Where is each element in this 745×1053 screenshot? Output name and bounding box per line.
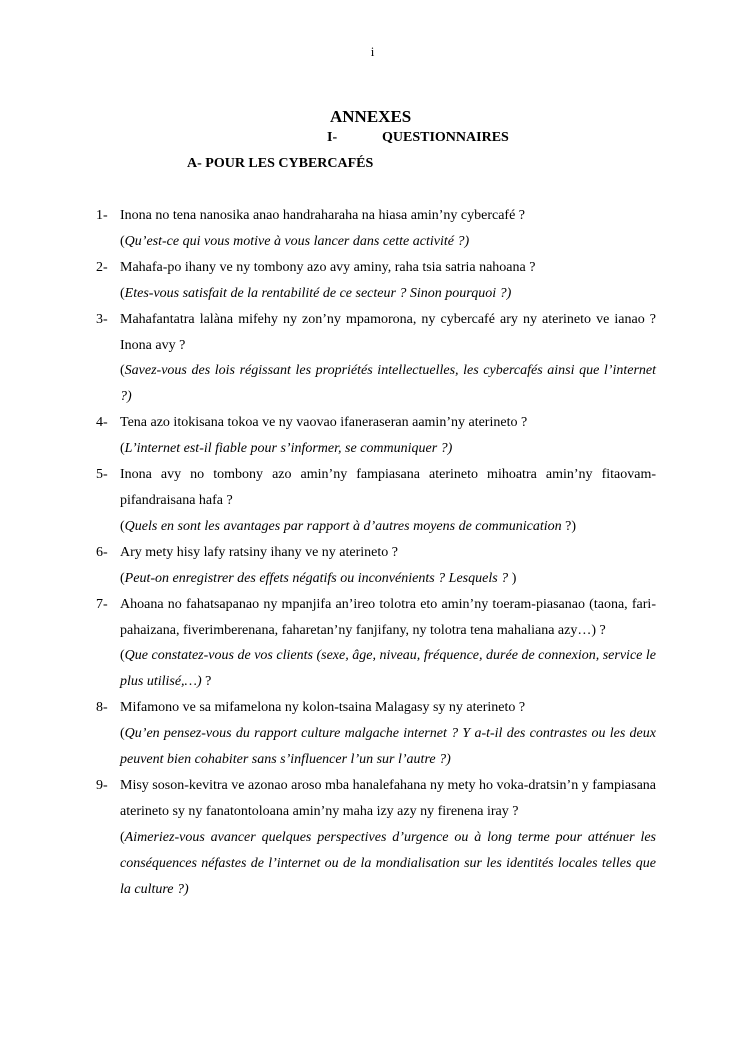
question-item	[96, 462, 656, 540]
question-malagasy: Mahafantatra lalàna mifehy ny zon’ny mpamorona, ny cybercafé ary ny aterineto ve ianao ? Inona avy ?	[120, 311, 656, 353]
question-number: 1-	[96, 208, 108, 223]
question-body	[120, 410, 656, 462]
question-item	[96, 307, 656, 411]
question-french: (Savez-vous des lois régissant les propriétés intellectuelles, les cybercafés ainsi que l’internet ?)	[120, 363, 656, 405]
question-malagasy: Inona no tena nanosika anao handraharaha na hiasa amin’ny cybercafé ?	[120, 208, 526, 223]
question-malagasy: Mahafa-po ihany ve ny tombony azo avy aminy, raha tsia satria nahoana ?	[120, 259, 536, 275]
question-number: 3-	[96, 311, 108, 327]
question-body	[120, 773, 656, 903]
question-item	[96, 540, 656, 592]
question-body	[120, 307, 656, 411]
question-item	[96, 695, 656, 773]
questionnaire-list	[96, 203, 656, 902]
question-body	[120, 203, 656, 255]
question-item	[96, 255, 656, 307]
question-number: 6-	[96, 544, 108, 560]
question-number: 8-	[96, 700, 108, 716]
question-number: 9-	[96, 777, 108, 793]
question-french: (Etes-vous satisfait de la rentabilité de ce secteur ? Sinon pourquoi ?)	[120, 285, 512, 301]
section-heading	[327, 130, 509, 146]
question-number: 5-	[96, 467, 108, 483]
question-malagasy: Misy soson-kevitra ve azonao aroso mba hanalefahana ny mety ho voka-dratsin’n y fampiasana aterineto sy ny fanatontoloana amin’ny maha izy azy ny firenena iray ?	[120, 777, 656, 819]
question-malagasy: Ahoana no fahatsapanao ny mpanjifa an’ireo tolotra eto amin’ny toeram-piasanao (taona, fari-pahaizana, fiverimberenana, faharetan’ny fanjifany, ny tolotra tena mahaliana azy…) ?	[120, 596, 656, 638]
question-item	[96, 203, 656, 255]
subsection-heading: A- POUR LES CYBERCAFÉS	[187, 156, 374, 171]
question-body	[120, 592, 656, 696]
question-body	[120, 540, 656, 592]
section-label: QUESTIONNAIRES	[382, 130, 509, 145]
question-body	[120, 255, 656, 307]
question-body	[120, 462, 656, 540]
question-malagasy: Inona avy no tombony azo amin’ny fampiasana aterineto mihoatra amin’ny fitaovam-pifandraisana hafa ?	[120, 467, 656, 508]
question-french: (L’internet est-il fiable pour s’informer, se communiquer ?)	[120, 441, 453, 457]
question-french: (Quels en sont les avantages par rapport à d’autres moyens de communication ?)	[120, 518, 576, 534]
question-number: 2-	[96, 259, 108, 275]
section-number: I-	[327, 130, 338, 145]
question-french: (Qu’est-ce qui vous motive à vous lancer dans cette activité ?)	[120, 233, 470, 249]
page-number: i	[370, 44, 375, 59]
question-malagasy: Ary mety hisy lafy ratsiny ihany ve ny aterineto ?	[120, 544, 398, 560]
question-body	[120, 695, 656, 773]
question-french: (Que constatez-vous de vos clients (sexe, âge, niveau, fréquence, durée de connexion, service le plus utilisé,…) ?	[120, 648, 656, 690]
question-french: (Peut-on enregistrer des effets négatifs ou inconvénients ? Lesquels ? )	[120, 570, 517, 586]
question-french: (Qu’en pensez-vous du rapport culture malgache internet ? Y a-t-il des contrastes ou les deux peuvent bien cohabiter sans s’influencer l’un sur l’autre ?)	[120, 726, 656, 768]
question-french: (Aimeriez-vous avancer quelques perspectives d’urgence ou à long terme pour atténuer les conséquences néfastes de l’internet ou de la mondialisation sur les identités locales telles que la culture ?)	[120, 829, 656, 897]
question-number: 7-	[96, 596, 108, 612]
question-item	[96, 592, 656, 696]
question-malagasy: Mifamono ve sa mifamelona ny kolon-tsaina Malagasy sy ny aterineto ?	[120, 700, 526, 716]
question-number: 4-	[96, 415, 108, 431]
page-title: ANNEXES	[330, 107, 412, 126]
question-malagasy: Tena azo itokisana tokoa ve ny vaovao ifaneraseran aamin’ny aterineto ?	[120, 415, 528, 431]
question-item	[96, 773, 656, 903]
question-item	[96, 410, 656, 462]
